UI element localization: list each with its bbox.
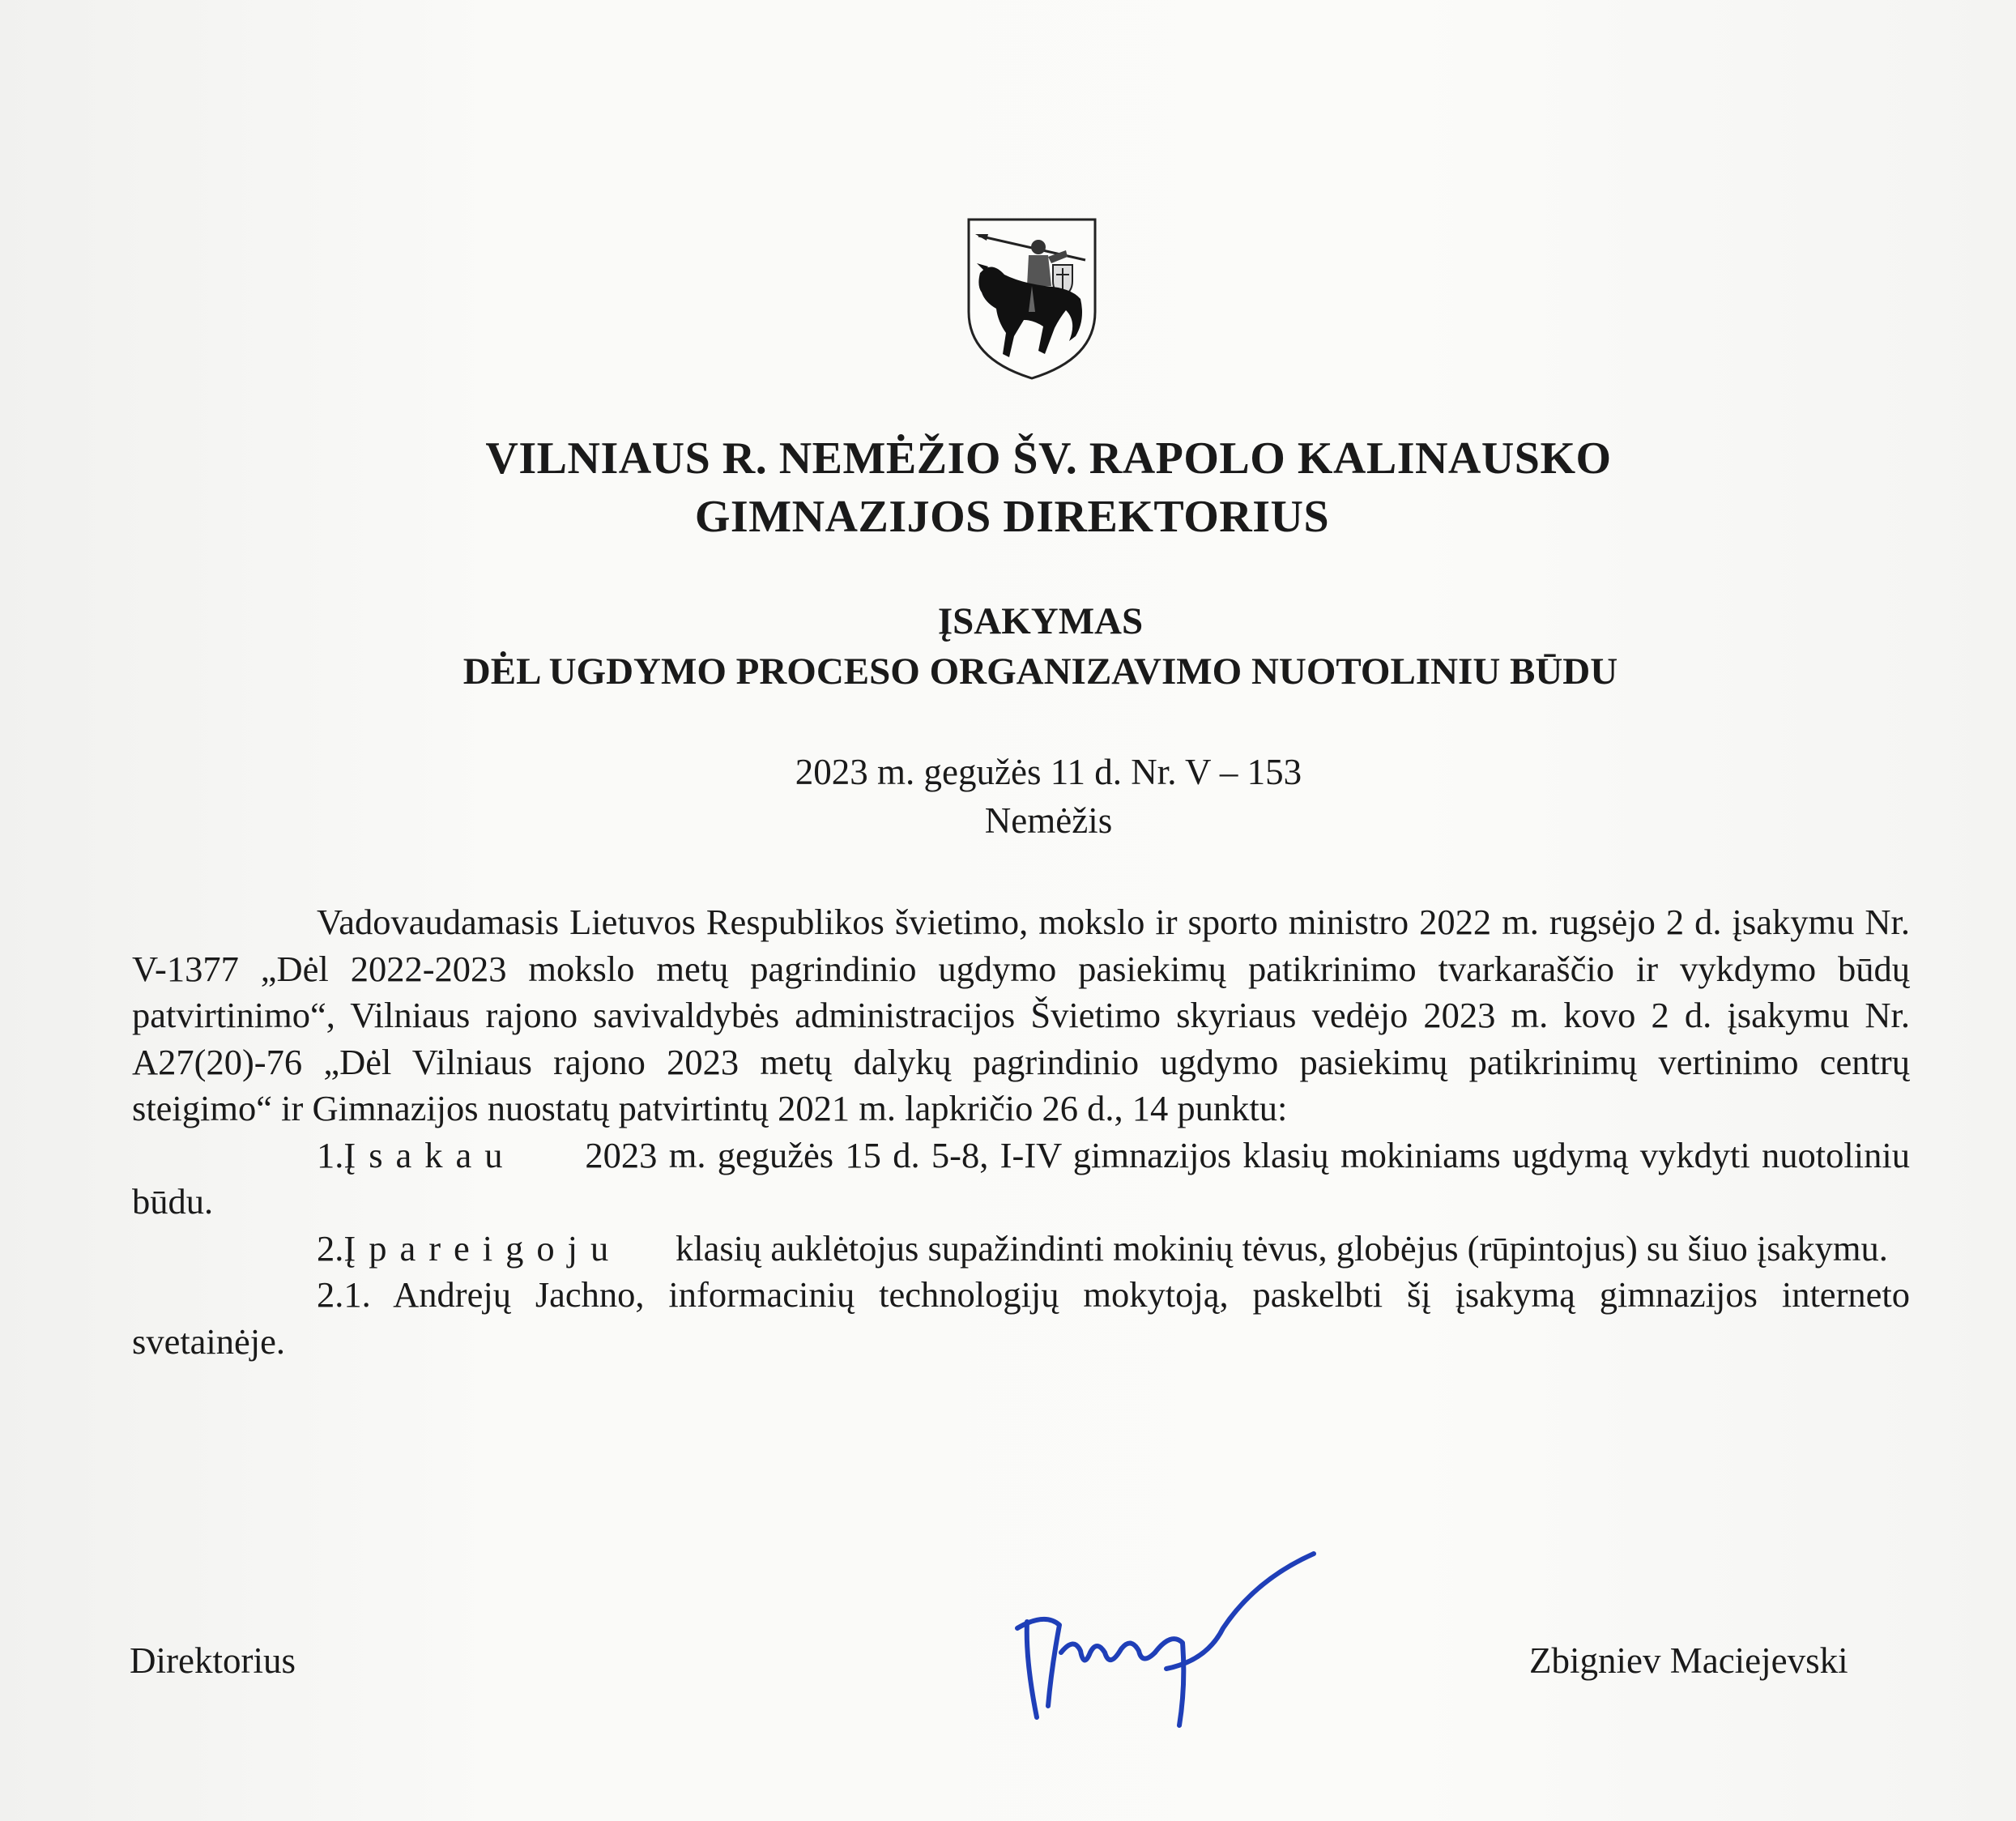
order-title bbox=[0, 596, 2016, 697]
preamble-paragraph: Vadovaudamasis Lietuvos Respublikos švietimo, mokslo ir sporto ministro 2022 m. rugsėjo 2 d. įsakymu Nr. V-1377 „Dėl 2022-2023 mokslo metų pagrindinio ugdymo pasiekimų patikrinimo tvarkaraščio ir vykdymo būdų patvirtinimo“, Vilniaus rajono savivaldybės administracijos Švietimo skyriaus vedėjo 2023 m. kovo 2 d. įsakymu Nr. A27(20)-76 „Dėl Vilniaus rajono 2023 metų dalykų pagrindinio ugdymo pasiekimų patikrinimų vertinimo centrų steigimo“ ir Gimnazijos nuostatų patvirtintų 2021 m. lapkričio 26 d., 14 punktu: bbox=[132, 902, 1910, 1128]
order-place: Nemėžis bbox=[984, 800, 1113, 841]
item-1-text: 2023 m. gegužės 15 d. 5-8, I-IV gimnazijos klasių mokiniams ugdymą vykdyti nuotoliniu būdu. bbox=[132, 1134, 1910, 1222]
item-1 bbox=[132, 1132, 1910, 1226]
coat-of-arms-vytis-icon bbox=[964, 215, 1100, 383]
item-2-number: 2. bbox=[317, 1227, 344, 1269]
order-type: ĮSAKYMAS bbox=[937, 600, 1144, 642]
item-2-1: 2.1. Andrejų Jachno, informacinių technologijų mokytoją, paskelbti šį įsakymą gimnazijos interneto svetainėje. bbox=[132, 1274, 1910, 1362]
handwritten-signature bbox=[1012, 1547, 1320, 1742]
order-body bbox=[132, 899, 1910, 1365]
item-2 bbox=[132, 1226, 1910, 1273]
institution-heading-line1: VILNIAUS R. NEMĖŽIO ŠV. RAPOLO KALINAUSKO bbox=[485, 433, 1612, 484]
order-subject: DĖL UGDYMO PROCESO ORGANIZAVIMO NUOTOLINIU BŪDU bbox=[462, 650, 1618, 693]
item-1-verb: Įsakau bbox=[343, 1134, 516, 1175]
item-2-verb: Įpareigoju bbox=[343, 1227, 622, 1269]
signatory-name: Zbigniev Maciejevski bbox=[1529, 1640, 1848, 1681]
institution-heading-line2: GIMNAZIJOS DIREKTORIUS bbox=[694, 492, 1330, 542]
institution-heading bbox=[0, 429, 2016, 546]
signatory-position: Direktorius bbox=[130, 1640, 296, 1681]
order-date-number: 2023 m. gegužės 11 d. Nr. V – 153 bbox=[795, 752, 1302, 792]
item-2-text: klasių auklėtojus supažindinti mokinių tėvus, globėjus (rūpintojus) su šiuo įsakymu. bbox=[676, 1227, 1888, 1269]
item-1-number: 1. bbox=[317, 1134, 344, 1175]
